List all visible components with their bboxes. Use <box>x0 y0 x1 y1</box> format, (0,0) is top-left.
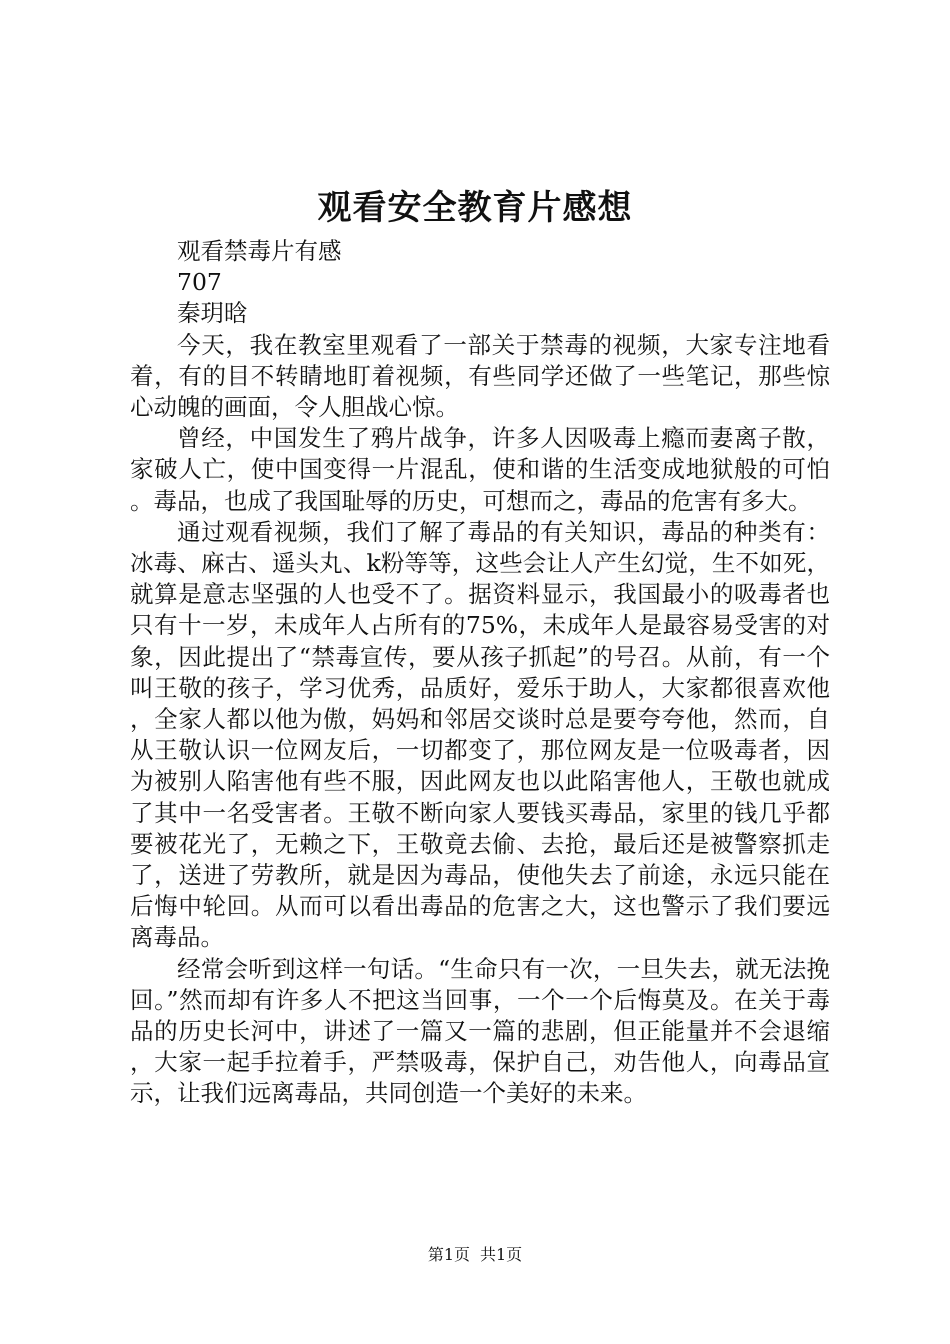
page-total: 共1页 <box>480 1245 523 1264</box>
author-name: 秦玥晗 <box>177 299 248 328</box>
paragraph: 经常会听到这样一句话。“生命只有一次，一旦失去，就无法挽回。”然而却有许多人不把这当回事，一个一个后悔莫及。在关于毒品的历史长河中，讲述了一篇又一篇的悲剧，但正能量并不会退缩，大家一起手拉着手，严禁吸毒，保护自己，劝告他人，向毒品宣示，让我们远离毒品，共同创造一个美好的未来。 <box>130 954 830 1108</box>
page-number: 第1页 <box>427 1245 470 1264</box>
document-body <box>130 236 830 1110</box>
document-title: 观看安全教育片感想 <box>317 188 633 228</box>
essay-subtitle: 观看禁毒片有感 <box>177 237 342 265</box>
paragraph: 曾经，中国发生了鸦片战争，许多人因吸毒上瘾而妻离子散，家破人亡，使中国变得一片混乱，使和谐的生活变成地狱般的可怕。毒品，也成了我国耻辱的历史，可想而之，毒品的危害有多大。 <box>130 424 830 515</box>
paragraph: 今天，我在教室里观看了一部关于禁毒的视频，大家专注地看着，有的目不转睛地盯着视频，有些同学还做了一些笔记，那些惊心动魄的画面，令人胆战心惊。 <box>130 330 830 422</box>
paragraph: 通过观看视频，我们了解了毒品的有关知识，毒品的种类有：冰毒、麻古、遥头丸、k粉等等，这些会让人产生幻觉，生不如死，就算是意志坚强的人也受不了。据资料显示，我国最小的吸毒者也只有十一岁，未成年人占所有的75%，未成年人是最容易受害的对象，因此提出了“禁毒宣传，要从孩子抓起”的号召。从前，有一个叫王敬的孩子，学习优秀，品质好，爱乐于助人，大家都很喜欢他，全家人都以他为傲，妈妈和邻居交谈时总是要夸夸他，然而，自从王敬认识一位网友后，一切都变了，那位网友是一位吸毒者，因为被别人陷害他有些不服，因此网友也以此陷害他人，王敬也就成了其中一名受害者。王敬不断向家人要钱买毒品，家里的钱几乎都要被花光了，无赖之下，王敬竟去偷、去抢，最后还是被警察抓走了，送进了劳教所，就是因为毒品，使他失去了前途，永远只能在后悔中轮回。从而可以看出毒品的危害之大，这也警示了我们要远离毒品。 <box>130 517 830 952</box>
class-number: 707 <box>177 268 222 297</box>
page-footer <box>0 1244 950 1266</box>
